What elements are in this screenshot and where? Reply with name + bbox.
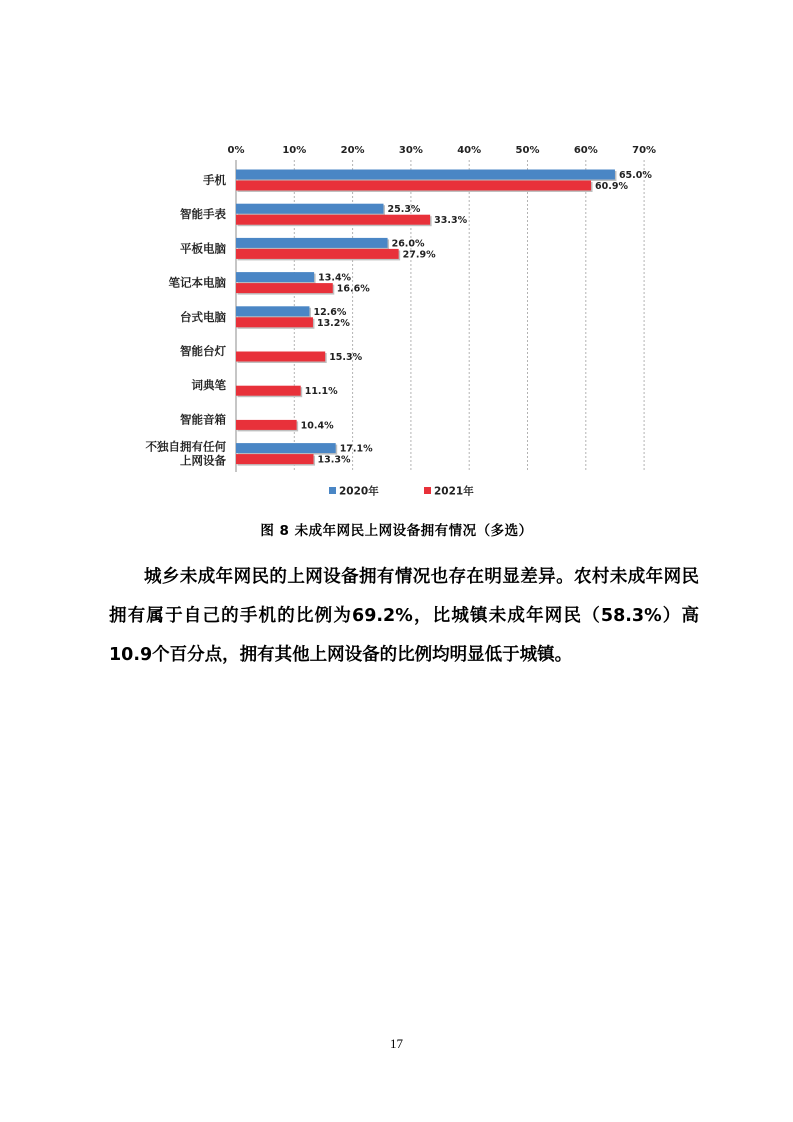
bar — [236, 317, 313, 327]
chart-category-labels — [146, 173, 227, 468]
bar — [236, 306, 309, 316]
paragraph-text: 城乡未成年网民的上网设备拥有情况也存在明显差异。农村未成年网民拥有属于自己的手机的比例为69.2%，比城镇未成年网民（58.3%）高10.9个百分点，拥有其他上网设备的比例均明显低于城镇。 — [109, 567, 699, 665]
category-label: 智能手表 — [180, 207, 226, 222]
bar — [236, 352, 325, 362]
bar-chart — [0, 0, 793, 510]
category-label: 词典笔 — [191, 378, 226, 393]
bar — [236, 420, 297, 430]
data-label: 65.0% — [618, 170, 652, 181]
category-label: 平板电脑 — [180, 241, 226, 256]
category-label: 上网设备 — [180, 453, 226, 468]
page-number: 17 — [390, 1036, 403, 1051]
x-tick-label: 60% — [573, 145, 598, 156]
chart-x-axis — [228, 145, 657, 156]
legend-swatch — [424, 487, 431, 494]
data-label: 60.9% — [595, 181, 629, 192]
x-tick-label: 40% — [457, 145, 482, 156]
category-label: 台式电脑 — [180, 309, 226, 324]
chart-bars — [236, 170, 616, 466]
data-label: 16.6% — [336, 283, 370, 295]
bar — [236, 204, 383, 214]
data-label: 17.1% — [339, 443, 373, 455]
bar — [236, 283, 333, 293]
bar — [236, 238, 388, 248]
legend-label: 2021年 — [434, 485, 474, 498]
category-label: 不独自拥有任何 — [145, 439, 226, 454]
x-tick-label: 30% — [398, 145, 423, 156]
x-tick-label: 0% — [227, 145, 245, 156]
x-tick-label: 50% — [515, 145, 540, 156]
x-tick-label: 10% — [282, 145, 307, 156]
legend-label: 2020年 — [339, 485, 379, 498]
data-label: 13.4% — [318, 272, 352, 284]
data-label: 27.9% — [402, 249, 436, 261]
category-label: 智能台灯 — [180, 344, 226, 358]
data-label: 26.0% — [391, 238, 425, 250]
data-label: 11.1% — [304, 386, 338, 398]
data-label: 10.4% — [300, 420, 334, 432]
chart-legend — [329, 485, 474, 498]
bar — [236, 181, 591, 191]
x-tick-label: 20% — [340, 145, 365, 156]
bar — [236, 215, 430, 225]
bar — [236, 386, 301, 396]
bar — [236, 249, 399, 259]
data-label: 13.2% — [316, 317, 350, 329]
figure-caption: 图 8 未成年网民上网设备拥有情况（多选） — [260, 523, 533, 539]
bar — [236, 272, 314, 282]
data-label: 33.3% — [434, 215, 468, 227]
bar — [236, 454, 314, 464]
x-tick-label: 70% — [632, 145, 657, 156]
data-label: 15.3% — [329, 352, 363, 363]
data-label: 25.3% — [387, 204, 421, 216]
bar — [236, 443, 336, 453]
data-label: 12.6% — [313, 306, 347, 318]
legend-swatch — [329, 487, 336, 494]
category-label: 笔记本电脑 — [168, 275, 226, 290]
data-label: 13.3% — [317, 454, 351, 466]
category-label: 智能音箱 — [180, 412, 226, 427]
body-paragraph — [109, 558, 699, 675]
category-label: 手机 — [203, 173, 226, 187]
bar — [236, 170, 615, 180]
